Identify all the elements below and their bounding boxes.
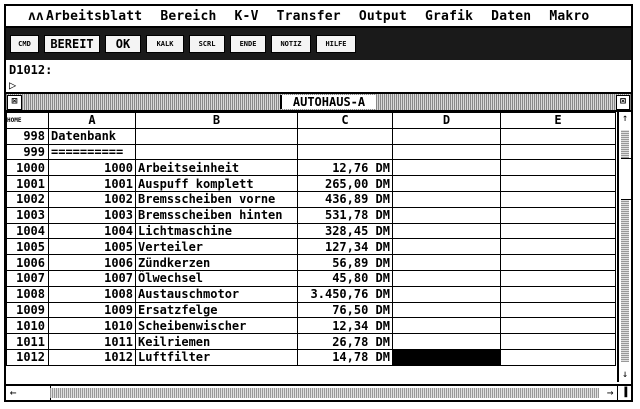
cell-a[interactable]: Datenbank [49, 128, 136, 144]
cell-reference: D1012: [9, 63, 53, 77]
row-number[interactable]: 1003 [7, 207, 49, 223]
table-row [7, 191, 616, 207]
cell-a[interactable]: 1005 [49, 239, 136, 255]
cell-b[interactable]: Bremsscheiben hinten [136, 207, 298, 223]
cell-a[interactable]: 1000 [49, 160, 136, 176]
cell-c[interactable]: 265,00 DM [298, 176, 393, 192]
cell-a[interactable]: 1010 [49, 318, 136, 334]
row-number[interactable]: 1006 [7, 255, 49, 271]
maximize-icon[interactable]: ⊠ [616, 95, 630, 110]
scroll-right-icon[interactable]: → [606, 386, 614, 399]
horizontal-scroll-thumb[interactable] [24, 386, 51, 400]
vertical-scroll-thumb[interactable] [621, 158, 633, 200]
table-row [7, 302, 616, 318]
cell-e[interactable] [501, 160, 616, 176]
cell-d[interactable] [393, 286, 501, 302]
vertical-scrollbar[interactable] [617, 112, 631, 382]
app-window [4, 4, 633, 402]
cell-d[interactable] [393, 318, 501, 334]
row-number[interactable]: 1010 [7, 318, 49, 334]
cell-a[interactable]: ========== [49, 144, 136, 160]
cell-e[interactable] [501, 144, 616, 160]
cell-b[interactable]: Zündkerzen [136, 255, 298, 271]
table-row [7, 223, 616, 239]
cell-e[interactable] [501, 270, 616, 286]
table-row [7, 160, 616, 176]
row-number[interactable]: 999 [7, 144, 49, 160]
cell-c[interactable] [298, 144, 393, 160]
cell-d[interactable] [393, 255, 501, 271]
cell-b[interactable]: Austauschmotor [136, 286, 298, 302]
table-row [7, 334, 616, 350]
cell-e[interactable] [501, 349, 616, 365]
menu-arbeitsblatt[interactable]: Arbeitsblatt [46, 8, 143, 24]
cell-a[interactable]: 1003 [49, 207, 136, 223]
menu-daten[interactable]: Daten [491, 8, 532, 24]
cell-a[interactable]: 1006 [49, 255, 136, 271]
row-number[interactable]: 1000 [7, 160, 49, 176]
status-cmd[interactable]: CMD [10, 35, 39, 53]
cell-a[interactable]: 1002 [49, 191, 136, 207]
cell-e[interactable] [501, 286, 616, 302]
table-row [7, 349, 616, 365]
column-header-a[interactable]: A [49, 113, 136, 129]
menu-output[interactable]: Output [358, 8, 407, 24]
cell-d[interactable] [393, 191, 501, 207]
table-row [7, 318, 616, 334]
scroll-left-icon[interactable]: ← [9, 386, 17, 399]
cell-b[interactable]: Ölwechsel [136, 270, 298, 286]
sheet-title-bar[interactable] [6, 94, 631, 112]
menu-k-v[interactable]: K-V [234, 8, 259, 24]
table-row [7, 270, 616, 286]
column-header-row [7, 113, 616, 129]
cell-a[interactable]: 1012 [49, 349, 136, 365]
cell-b[interactable]: Scheibenwischer [136, 318, 298, 334]
cell-d[interactable] [393, 302, 501, 318]
cell-e[interactable] [501, 176, 616, 192]
resize-corner-icon[interactable]: ▐ [617, 386, 631, 400]
selected-cell-d[interactable] [393, 349, 501, 365]
cell-d[interactable] [393, 207, 501, 223]
cell-c[interactable]: 56,89 DM [298, 255, 393, 271]
status-bar [6, 28, 631, 60]
cell-d[interactable] [393, 334, 501, 350]
cell-e[interactable] [501, 191, 616, 207]
cell-a[interactable]: 1007 [49, 270, 136, 286]
cell-b[interactable]: Auspuff komplett [136, 176, 298, 192]
horizontal-scrollbar[interactable] [6, 384, 631, 400]
status-kalk-button[interactable]: KALK [146, 35, 184, 53]
cell-c[interactable]: 12,34 DM [298, 318, 393, 334]
status-scrl-button[interactable]: SCRL [189, 35, 225, 53]
cell-e[interactable] [501, 255, 616, 271]
cell-c[interactable]: 3.450,76 DM [298, 286, 393, 302]
status-mode-indicator: BEREIT [44, 35, 100, 53]
cell-c[interactable]: 531,78 DM [298, 207, 393, 223]
menu-bereich[interactable]: Bereich [160, 8, 217, 24]
scroll-up-icon[interactable]: ↑ [621, 113, 629, 124]
status-ok: OK [105, 35, 141, 53]
scroll-down-icon[interactable]: ↓ [621, 369, 629, 380]
table-row [7, 144, 616, 160]
row-number[interactable]: 1004 [7, 223, 49, 239]
cell-e[interactable] [501, 302, 616, 318]
status-ende-button[interactable]: ENDE [230, 35, 266, 53]
status-hilfe-button[interactable]: HILFE [316, 35, 356, 53]
input-cursor-icon: ▷ [9, 78, 17, 92]
cell-b[interactable] [136, 144, 298, 160]
cell-c[interactable]: 436,89 DM [298, 191, 393, 207]
cell-e[interactable] [501, 223, 616, 239]
cell-d[interactable] [393, 144, 501, 160]
menu-grafik[interactable]: Grafik [425, 8, 474, 24]
table-row [7, 128, 616, 144]
app-logo-icon[interactable]: ʌʌ [28, 8, 44, 24]
cell-b[interactable] [136, 128, 298, 144]
table-row [7, 207, 616, 223]
horizontal-scroll-track[interactable] [50, 388, 599, 398]
row-number[interactable]: 1012 [7, 349, 49, 365]
table-row [7, 255, 616, 271]
menu-makro[interactable]: Makro [549, 8, 590, 24]
cell-b[interactable]: Verteiler [136, 239, 298, 255]
cell-a[interactable]: 1001 [49, 176, 136, 192]
row-number[interactable]: 1007 [7, 270, 49, 286]
sheet-title: AUTOHAUS-A [280, 95, 376, 109]
column-header-e[interactable]: E [501, 113, 616, 129]
cell-d[interactable] [393, 160, 501, 176]
cell-b[interactable]: Luftfilter [136, 349, 298, 365]
table-row [7, 239, 616, 255]
cell-d[interactable] [393, 239, 501, 255]
cell-d[interactable] [393, 223, 501, 239]
cell-d[interactable] [393, 270, 501, 286]
column-header-d[interactable]: D [393, 113, 501, 129]
home-corner-button[interactable]: HOME [7, 113, 49, 129]
row-number[interactable]: 1011 [7, 334, 49, 350]
cell-b[interactable]: Ersatzfelge [136, 302, 298, 318]
cell-a[interactable]: 1004 [49, 223, 136, 239]
row-number[interactable]: 1002 [7, 191, 49, 207]
cell-c[interactable]: 328,45 DM [298, 223, 393, 239]
row-number[interactable]: 1005 [7, 239, 49, 255]
row-number[interactable]: 1009 [7, 302, 49, 318]
cell-e[interactable] [501, 128, 616, 144]
cell-b[interactable]: Lichtmaschine [136, 223, 298, 239]
cell-b[interactable]: Arbeitseinheit [136, 160, 298, 176]
column-header-c[interactable]: C [298, 113, 393, 129]
table-row [7, 286, 616, 302]
close-icon[interactable]: ⊠ [7, 95, 22, 110]
cell-c[interactable]: 26,78 DM [298, 334, 393, 350]
status-notiz-button[interactable]: NOTIZ [271, 35, 311, 53]
cell-b[interactable]: Keilriemen [136, 334, 298, 350]
cell-c[interactable]: 14,78 DM [298, 349, 393, 365]
cell-d[interactable] [393, 128, 501, 144]
cell-e[interactable] [501, 334, 616, 350]
row-number[interactable]: 1001 [7, 176, 49, 192]
cell-c[interactable]: 45,80 DM [298, 270, 393, 286]
column-header-b[interactable]: B [136, 113, 298, 129]
row-number[interactable]: 1008 [7, 286, 49, 302]
cell-a[interactable]: 1009 [49, 302, 136, 318]
vertical-scroll-track[interactable] [621, 130, 629, 362]
cell-b[interactable]: Bremsscheiben vorne [136, 191, 298, 207]
menu-bar [6, 6, 631, 28]
cell-c[interactable]: 12,76 DM [298, 160, 393, 176]
cell-a[interactable]: 1008 [49, 286, 136, 302]
row-number[interactable]: 998 [7, 128, 49, 144]
cell-e[interactable] [501, 318, 616, 334]
cell-c[interactable]: 76,50 DM [298, 302, 393, 318]
spreadsheet-grid [6, 112, 616, 366]
table-row [7, 176, 616, 192]
cell-e[interactable] [501, 239, 616, 255]
edit-area[interactable] [6, 60, 631, 94]
menu-transfer[interactable]: Transfer [276, 8, 341, 24]
cell-a[interactable]: 1011 [49, 334, 136, 350]
cell-c[interactable]: 127,34 DM [298, 239, 393, 255]
cell-c[interactable] [298, 128, 393, 144]
cell-d[interactable] [393, 176, 501, 192]
cell-e[interactable] [501, 207, 616, 223]
